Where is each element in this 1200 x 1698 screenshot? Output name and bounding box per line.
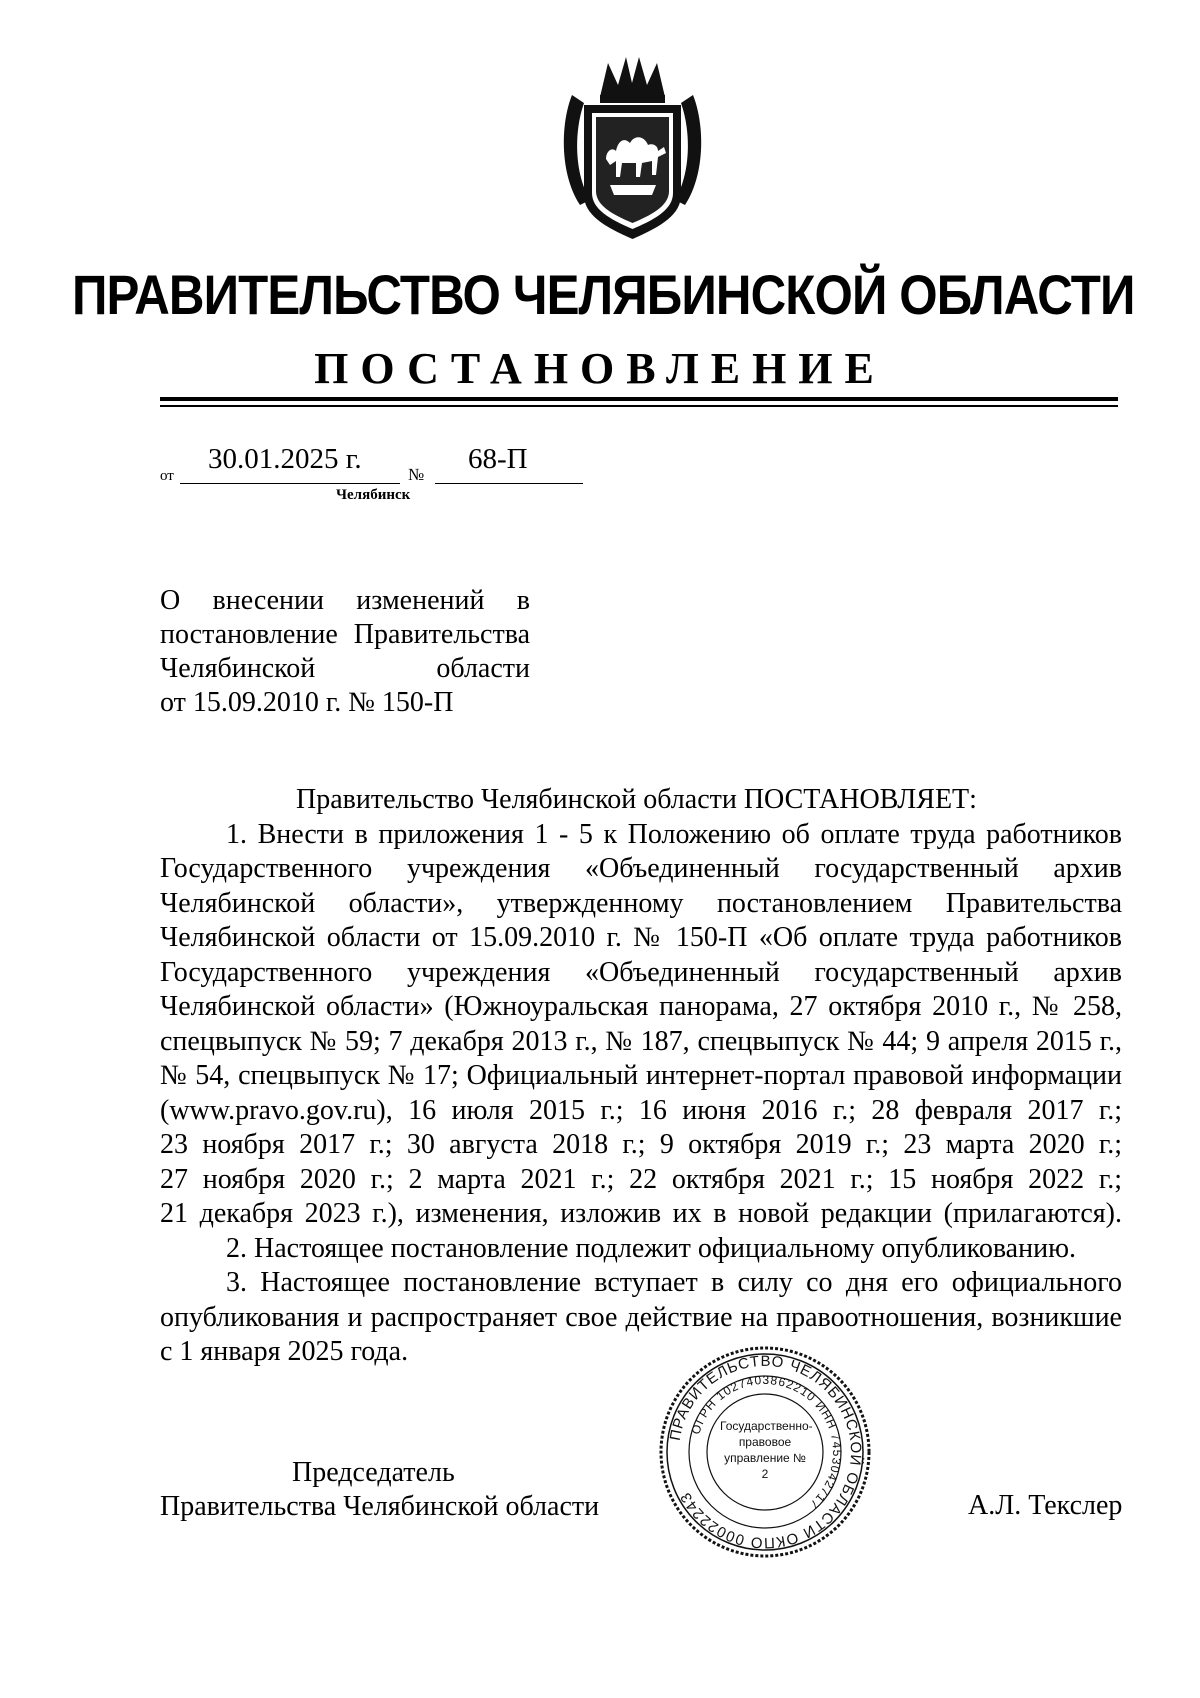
header-rule-thin <box>160 405 1118 407</box>
position-line-2: Правительства Челябинской области <box>160 1491 600 1522</box>
subject-line: от 15.09.2010 г. № 150-П <box>160 687 454 718</box>
signatory-position <box>160 1456 610 1524</box>
position-line-1: Председатель <box>292 1457 455 1488</box>
document-body <box>160 783 1122 1370</box>
document-date: 30.01.2025 г. <box>208 443 362 475</box>
number-prefix: № <box>408 465 425 484</box>
body-line: Челябинской области от 15.09.2010 г. № 150-П «Об оплате труда работников <box>160 922 1122 953</box>
body-line: Государственного учреждения «Объединенный государственный архив <box>160 956 1122 988</box>
body-line: 27 ноября 2020 г.; 2 марта 2021 г.; 22 октября 2021 г.; 15 ноября 2022 г.; <box>160 1163 1122 1195</box>
body-line: спецвыпуск № 59; 7 декабря 2013 г., № 187, спецвыпуск № 44; 9 апреля 2015 г., <box>160 1025 1122 1057</box>
body-line: 3. Настоящее постановление вступает в силу со дня его официального <box>226 1267 1122 1298</box>
document-number: 68-П <box>468 443 528 475</box>
body-line: № 54, спецвыпуск № 17; Официальный интернет-портал правовой информации <box>160 1060 1122 1091</box>
body-line: Челябинской области», утвержденному постановлением Правительства <box>160 887 1122 919</box>
item-3 <box>160 1266 1122 1370</box>
body-line: 1. Внести в приложения 1 - 5 к Положению об оплате труда работников <box>226 818 1122 850</box>
organization-title: ПРАВИТЕЛЬСТВО ЧЕЛЯБИНСКОЙ ОБЛАСТИ <box>72 263 1135 326</box>
subject-line: О внесении изменений в <box>160 585 530 616</box>
item-2: 2. Настоящее постановление подлежит официальному опубликованию. <box>226 1232 1076 1264</box>
header-rule-thick <box>160 397 1118 401</box>
body-line: опубликования и распространяет свое действие на правоотношения, возникшие <box>160 1301 1122 1333</box>
preamble: Правительство Челябинской области ПОСТАНОВЛЯЕТ: <box>296 784 977 815</box>
date-prefix: от <box>160 468 174 484</box>
signer-name: А.Л. Текслер <box>968 1490 1123 1521</box>
seal-center-text: Государственно-правовое управление № 2 <box>720 1419 813 1481</box>
document-type: ПОСТАНОВЛЕНИЕ <box>314 344 886 393</box>
coat-of-arms-emblem <box>560 55 705 243</box>
body-line: 23 ноября 2017 г.; 30 августа 2018 г.; 9 октября 2019 г.; 23 марта 2020 г.; <box>160 1129 1122 1160</box>
body-line: 21 декабря 2023 г.), изменения, изложив их в новой редакции (прилагаются). <box>160 1198 1122 1229</box>
item-1 <box>160 818 1122 1232</box>
seal-outer-ring-text: ПРАВИТЕЛЬСТВО ЧЕЛЯБИНСКОЙ ОБЛАСТИ ОКПО 00022243 <box>666 1352 865 1552</box>
city-name: Челябинск <box>336 487 411 503</box>
date-underline <box>180 483 400 484</box>
body-line: (www.pravo.gov.ru), 16 июля 2015 г.; 16 июня 2016 г.; 28 февраля 2017 г.; <box>160 1094 1122 1126</box>
number-underline <box>435 483 583 484</box>
subject-line: постановление Правительства <box>160 619 530 650</box>
seal-inner-ring-text: ОГРН 1027403862210 ИНН 7453042717 <box>688 1372 845 1513</box>
body-line: с 1 января 2025 года. <box>160 1336 409 1367</box>
body-line: Государственного учреждения «Объединенный государственный архив <box>160 853 1122 884</box>
subject-line: Челябинской области <box>160 653 530 684</box>
body-line: Челябинской области» (Южноуральская панорама, 27 октября 2010 г., № 258, <box>160 991 1122 1022</box>
document-subject <box>160 584 530 720</box>
